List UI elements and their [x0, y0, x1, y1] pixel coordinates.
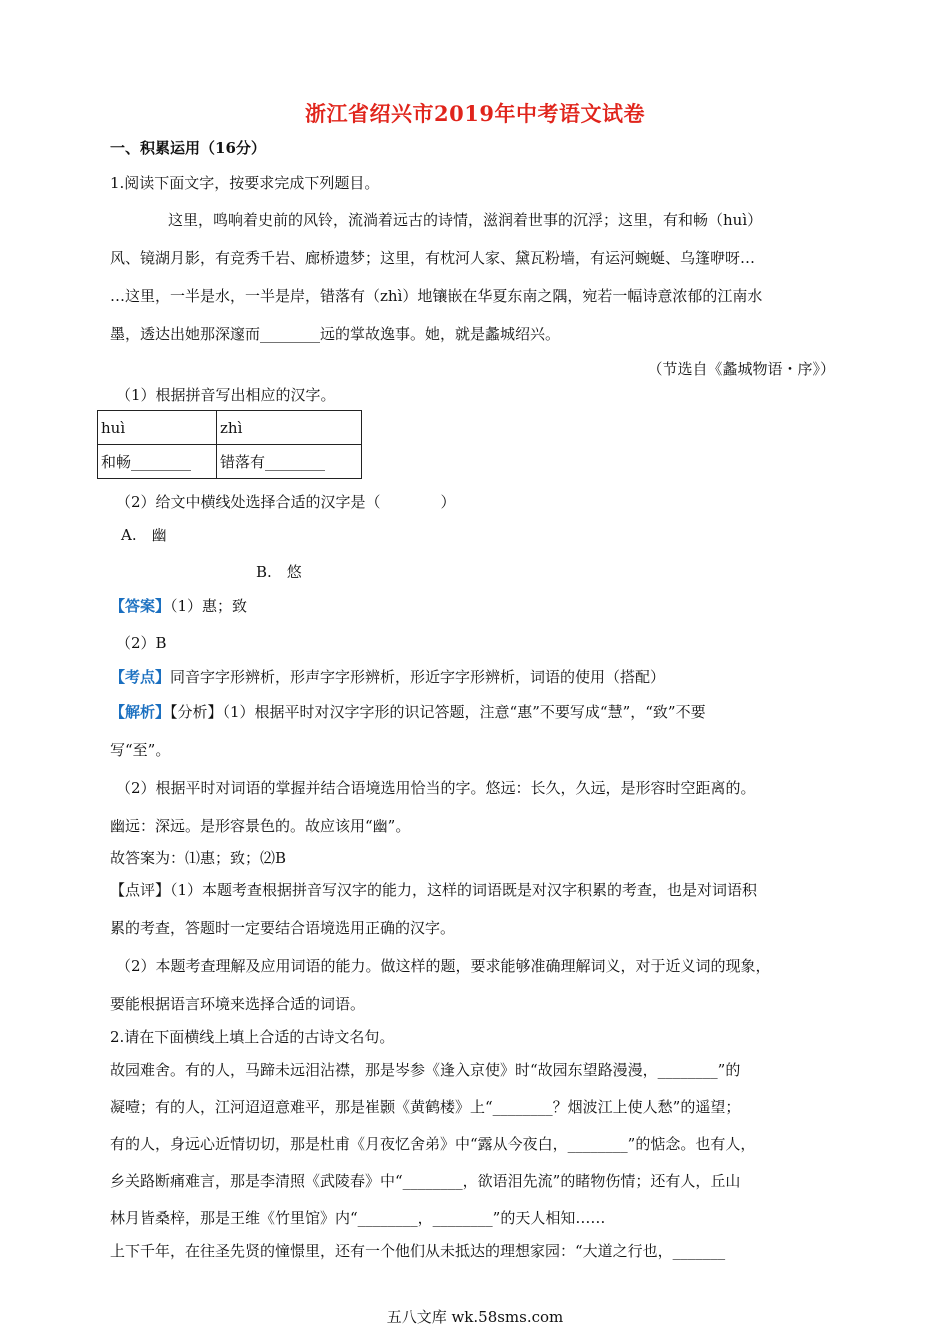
pinyin-table: [97, 410, 362, 479]
option-b: B. 悠: [256, 563, 302, 581]
sub-question-2: （2）给文中横线处选择合适的汉字是（ ）: [116, 493, 456, 511]
comment-line: 累的考查，答题时一定要结合语境选用正确的汉字。: [110, 919, 456, 937]
poem-line: 林月皆桑梓，那是王维《竹里馆》内“________，________”的天人相知……: [110, 1209, 606, 1227]
answer-tag: 【答案】: [110, 597, 171, 615]
poem-line: 有的人，身远心近情切切，那是杜甫《月夜忆舍弟》中“露从今夜白，________”的惦念。也有人，: [110, 1135, 756, 1153]
poem-line: 凝噎；有的人，江河迢迢意难平，那是崔颢《黄鹤楼》上“________？烟波江上使人愁”的遥望；: [110, 1098, 741, 1116]
option-a: A. 幽: [121, 526, 167, 544]
point-text: 同音字字形辨析，形声字字形辨析，形近字字形辨析，词语的使用（搭配）: [170, 668, 666, 686]
question-2-stem: 2.请在下面横线上填上合适的古诗文名句。: [110, 1028, 395, 1046]
answer-text: （1）惠；致: [170, 597, 248, 615]
analysis-line: [110, 702, 706, 722]
passage-source: （节选自《蠡城物语・序》）: [647, 360, 835, 378]
passage-line: 这里，鸣响着史前的风铃，流淌着远古的诗情，滋润着世事的沉浮；这里，有和畅（huì）: [168, 211, 763, 229]
point-line: [110, 667, 665, 687]
passage-line: …这里，一半是水，一半是岸，错落有（zhì）地镶嵌在华夏东南之隅，宛若一幅诗意浓郁的江南水: [110, 287, 763, 305]
page-title: 浙江省绍兴市2019年中考语文试卷: [305, 101, 645, 126]
sub-question-1: （1）根据拼音写出相应的汉字。: [116, 386, 336, 404]
question-1-stem: 1.阅读下面文字，按要求完成下列题目。: [110, 174, 380, 192]
table-row: [98, 411, 362, 445]
poem-line: 上下千年，在往圣先贤的憧憬里，还有一个他们从未抵达的理想家园：“大道之行也，_______: [110, 1242, 726, 1260]
point-tag: 【考点】: [110, 668, 171, 686]
poem-line: 乡关路断痛难言，那是李清照《武陵春》中“________，欲语泪先流”的睹物伤情；还有人，丘山: [110, 1172, 741, 1190]
answer-line-2: （2）B: [116, 634, 167, 652]
comment-line: （2）本题考查理解及应用词语的能力。做这样的题，要求能够准确理解词义，对于近义词的现象，: [116, 957, 771, 975]
table-cell: 错落有________: [217, 445, 362, 479]
analysis-text: 【分析】（1）根据平时对汉字字形的识记答题，注意“惠”不要写成“慧”，“致”不要: [170, 703, 706, 721]
analysis-line: （2）根据平时对词语的掌握并结合语境选用恰当的字。悠远：长久，久远，是形容时空距离的。: [116, 779, 756, 797]
table-cell: zhì: [217, 411, 362, 445]
footer-watermark: 五八文库 wk.58sms.com: [386, 1308, 564, 1326]
comment-line: 要能根据语言环境来选择合适的词语。: [110, 995, 366, 1013]
answer-line: [110, 596, 247, 616]
poem-line: 故园难舍。有的人，马蹄未远泪沾襟，那是岑参《逢入京使》时“故园东望路漫漫，________”的: [110, 1061, 741, 1079]
table-cell: 和畅________: [98, 445, 217, 479]
section-heading: 一、积累运用（16分）: [110, 139, 266, 157]
table-cell: huì: [98, 411, 217, 445]
final-answer: 故答案为：⑴惠；致；⑵B: [110, 849, 287, 867]
comment-line: 【点评】（1）本题考查根据拼音写汉字的能力，这样的词语既是对汉字积累的考查，也是对词语积: [110, 881, 758, 899]
passage-line: 风、镜湖月影，有竞秀千岩、廊桥遗梦；这里，有枕河人家、黛瓦粉墙，有运河蜿蜒、乌篷咿呀…: [110, 249, 756, 267]
analysis-line: 幽远：深远。是形容景色的。故应该用“幽”。: [110, 817, 411, 835]
passage-line: 墨，透达出她那深邃而________远的掌故逸事。她，就是蠡城绍兴。: [110, 325, 561, 343]
analysis-line: 写“至”。: [110, 741, 171, 759]
analysis-tag: 【解析】: [110, 703, 171, 721]
table-row: [98, 445, 362, 479]
